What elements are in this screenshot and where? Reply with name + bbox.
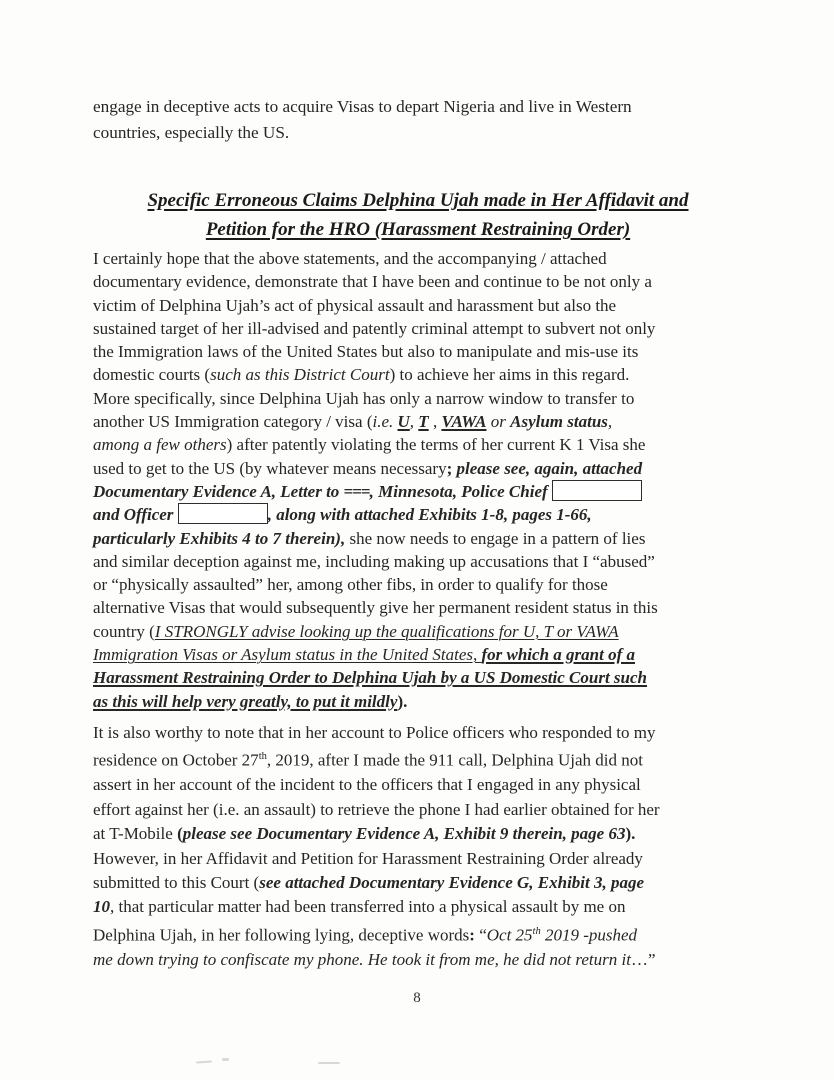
- text-line: [93, 920, 743, 948]
- text-segment: Specific Erroneous Claims Delphina Ujah made in Her Affidavit and: [147, 190, 689, 211]
- text-segment: the Immigration laws of the United States but also to manipulate and mis-use its: [93, 342, 639, 362]
- text-segment: domestic courts (: [93, 365, 211, 385]
- text-segment: effort against her (i.e. an assault) to retrieve the phone I had earlier obtained for her: [93, 799, 660, 819]
- text-segment: T: [418, 412, 429, 432]
- text-line: [93, 948, 743, 972]
- text-segment: Harassment Restraining Order to Delphina Ujah by a US Domestic Court such: [93, 668, 648, 688]
- text-segment: me down trying to confiscate my phone. He took it from me, he did not return it: [93, 949, 631, 969]
- text-segment: such as this District Court: [210, 365, 390, 385]
- redaction-box: [178, 503, 268, 524]
- block-para1: [93, 247, 743, 713]
- text-segment: ===: [343, 481, 370, 501]
- text-segment: …”: [630, 949, 656, 969]
- text-segment: she now needs to engage in a pattern of lies: [349, 528, 646, 548]
- text-segment: However, in her Affidavit and Petition for Harassment Restraining Order already: [93, 848, 643, 868]
- text-line: [93, 620, 743, 643]
- text-line: [93, 527, 743, 550]
- text-line: [93, 895, 743, 919]
- text-segment: , 2019, after I made the 911 call, Delphina Ujah did not: [266, 751, 643, 770]
- document-body: [93, 94, 743, 972]
- text-line: [93, 480, 743, 503]
- text-line: [93, 457, 743, 480]
- text-segment: among a few others: [93, 435, 227, 455]
- text-segment: ).: [625, 824, 636, 844]
- text-segment: , along with attached Exhibits 1-8, pages 1-66,: [267, 505, 592, 525]
- scan-artifact: [222, 1058, 229, 1061]
- text-segment: U: [397, 412, 410, 432]
- text-segment: ) after patently violating the terms of her current K 1 Visa she: [226, 435, 646, 455]
- text-segment: ,: [409, 412, 419, 432]
- text-line: [93, 550, 743, 573]
- text-line: [93, 433, 743, 456]
- text-line: [93, 745, 743, 773]
- text-segment: i.e.: [372, 412, 398, 432]
- text-line: [93, 596, 743, 619]
- text-line: [93, 666, 743, 689]
- text-segment: alternative Visas that would subsequently give her permanent resident status in this: [93, 598, 658, 618]
- text-line: [93, 410, 743, 433]
- text-line: [93, 215, 743, 244]
- text-line: [93, 94, 743, 120]
- text-line: [93, 847, 743, 871]
- text-line: [93, 690, 743, 713]
- text-segment: used to get to the US (by whatever means necessary: [93, 458, 447, 478]
- text-segment: VAWA: [441, 412, 487, 432]
- text-segment: Delphina Ujah, in her following lying, deceptive words: [93, 925, 470, 945]
- text-segment: at T-Mobile: [93, 824, 178, 844]
- text-segment: assert in her account of the incident to the officers that I engaged in any physical: [93, 775, 641, 795]
- block-para2: [93, 721, 743, 972]
- text-segment: sustained target of her ill-advised and patently criminal attempt to subvert not only: [93, 318, 656, 338]
- text-segment: Documentary Evidence A, Letter to: [93, 481, 344, 501]
- text-segment: ;: [446, 458, 457, 478]
- text-segment: ) to achieve her aims in this regard.: [389, 365, 630, 385]
- text-segment: Asylum status: [510, 412, 608, 432]
- text-segment: More specifically, since Delphina Ujah has only a narrow window to transfer to: [93, 388, 635, 408]
- text-line: [93, 186, 743, 215]
- text-line: [93, 294, 743, 317]
- text-segment: victim of Delphina Ujah’s act of physical assault and harassment but also the: [93, 295, 617, 315]
- text-segment: documentary evidence, demonstrate that I have been and continue to be not only a: [93, 272, 652, 292]
- text-segment: see attached Documentary Evidence G, Exhibit 3, page: [259, 873, 645, 893]
- text-segment: ).: [397, 691, 408, 711]
- text-line: [93, 871, 743, 895]
- text-segment: engage in deceptive acts to acquire Visas to depart Nigeria and live in Western: [93, 97, 632, 116]
- text-segment: ,: [607, 412, 613, 432]
- text-segment: I certainly hope that the above statements, and the accompanying / attached: [93, 249, 607, 268]
- text-line: [93, 270, 743, 293]
- text-segment: and Officer: [93, 505, 178, 525]
- text-line: [93, 317, 743, 340]
- text-segment: another US Immigration category / visa (: [93, 412, 373, 432]
- block-heading: [93, 186, 743, 244]
- text-line: [93, 503, 743, 526]
- text-segment: particularly Exhibits 4 to 7 therein),: [93, 528, 350, 548]
- text-segment: as this will help very greatly, to put it mildly: [93, 691, 398, 711]
- text-segment: , that particular matter had been transferred into a physical assault by me on: [110, 897, 626, 917]
- text-segment: Oct 25: [486, 925, 533, 945]
- redaction-box: [552, 480, 642, 501]
- text-line: [93, 363, 743, 386]
- text-line: [93, 573, 743, 596]
- scan-artifact: [196, 1060, 212, 1063]
- text-segment: or “physically assaulted” her, among other fibs, in order to qualify for those: [93, 575, 608, 595]
- text-segment: please see Documentary Evidence A, Exhibit 9 therein, page 63: [182, 824, 626, 844]
- text-segment: ,: [428, 412, 442, 432]
- text-segment: for which a grant of a: [481, 645, 635, 665]
- text-segment: :: [469, 925, 480, 945]
- text-segment: residence on October 27: [93, 751, 259, 770]
- text-line: [93, 387, 743, 410]
- text-segment: th: [258, 751, 267, 763]
- scan-artifact: [318, 1062, 340, 1064]
- text-line: [93, 340, 743, 363]
- text-line: [93, 773, 743, 797]
- text-segment: submitted to this Court (: [93, 873, 260, 893]
- text-segment: please see, again, attached: [456, 458, 643, 478]
- text-segment: 2019 -pushed: [540, 925, 638, 945]
- text-segment: , Minnesota, Police Chief: [369, 481, 552, 501]
- text-line: [93, 120, 743, 146]
- text-segment: countries, especially the US.: [93, 123, 290, 142]
- text-segment: I STRONGLY advise looking up the qualifications for U, T or VAWA: [154, 621, 619, 641]
- text-segment: (: [177, 824, 183, 844]
- text-line: [93, 798, 743, 822]
- text-segment: th: [532, 925, 541, 937]
- page-number: 8: [413, 990, 421, 1006]
- text-line: [93, 721, 743, 745]
- text-segment: country (: [93, 621, 155, 641]
- text-segment: Immigration Visas or Asylum status in the United States,: [93, 645, 482, 665]
- block-intro: [93, 94, 743, 146]
- text-line: [93, 643, 743, 666]
- text-segment: Petition for the HRO (Harassment Restraining Order): [205, 219, 631, 240]
- text-segment: It is also worthy to note that in her account to Police officers who responded to my: [93, 722, 656, 742]
- text-line: [93, 822, 743, 846]
- text-segment: 10: [93, 897, 110, 917]
- text-segment: “: [479, 925, 487, 945]
- text-line: [93, 247, 743, 270]
- text-segment: or: [486, 412, 511, 432]
- text-segment: and similar deception against me, including making up accusations that I “abused”: [93, 551, 655, 571]
